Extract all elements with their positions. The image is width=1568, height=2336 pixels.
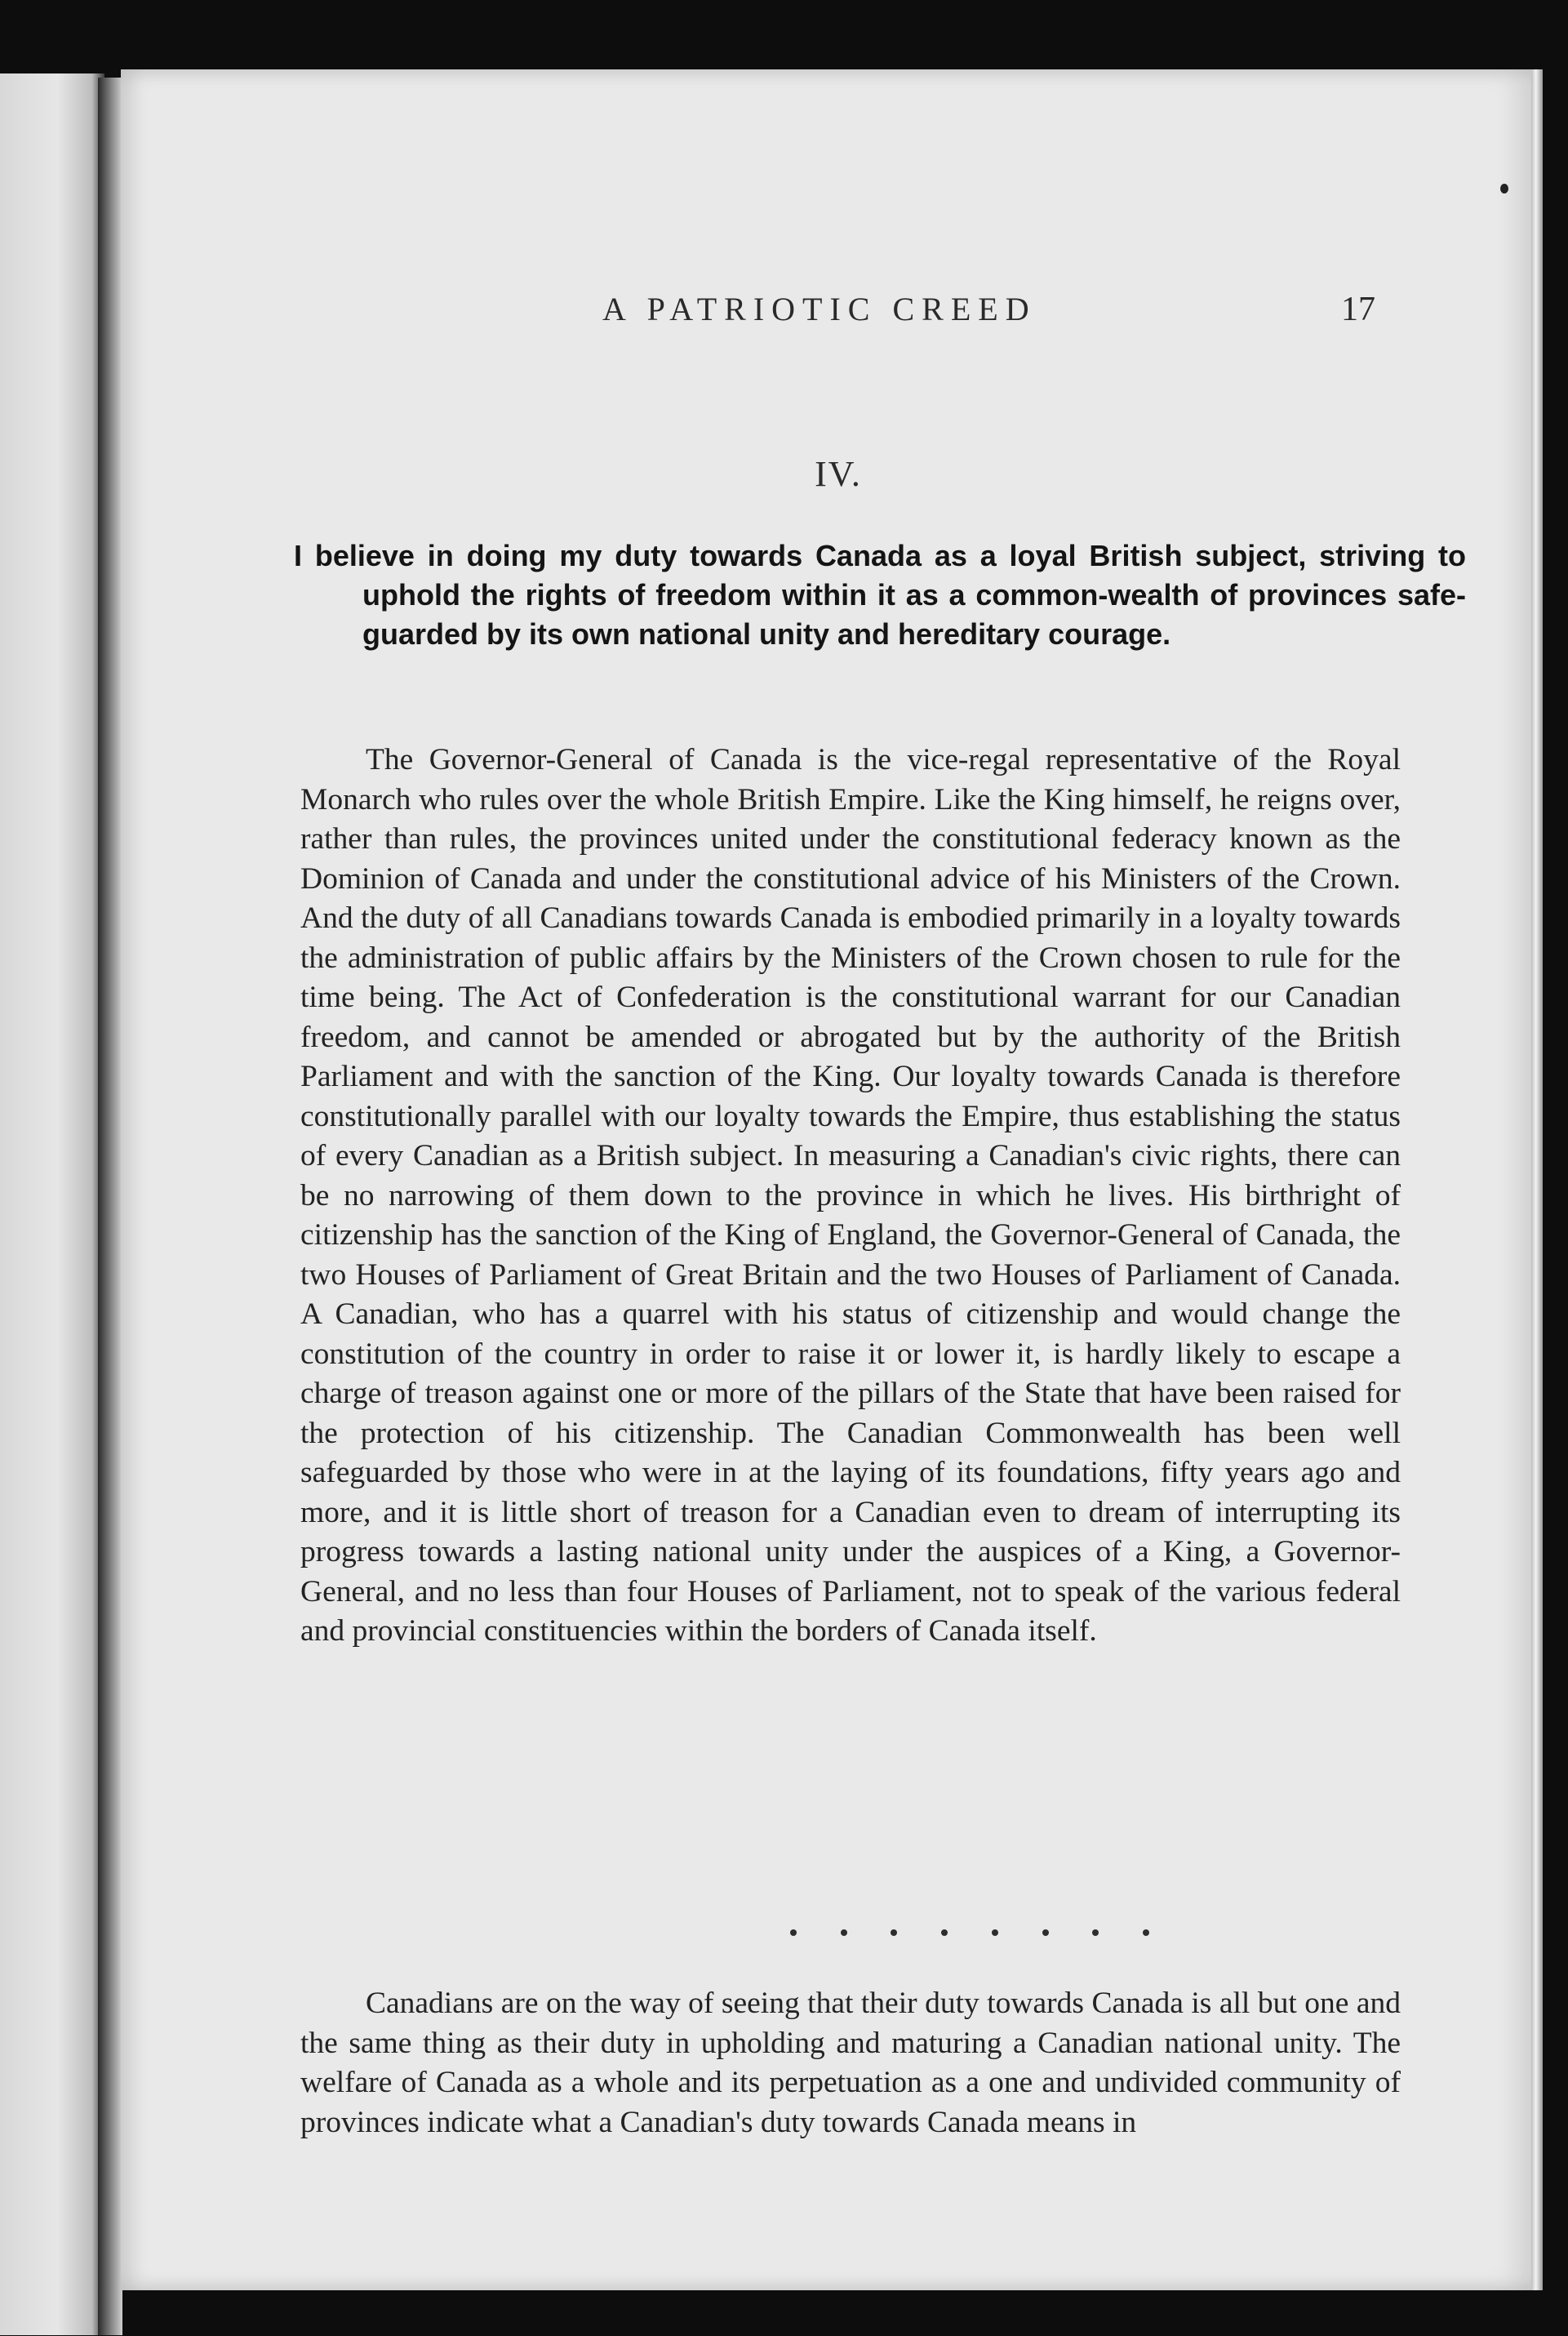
ornament-dot — [841, 1929, 847, 1936]
section-break-dots — [790, 1929, 1149, 1936]
scan-speck — [1500, 184, 1508, 194]
ornament-dot — [992, 1929, 998, 1936]
running-title: A PATRIOTIC CREED — [602, 291, 1037, 327]
ornament-dot — [1042, 1929, 1049, 1936]
section-numeral: IV. — [815, 454, 862, 494]
ornament-dot — [1092, 1929, 1099, 1936]
creed-statement: I believe in doing my duty towards Canada as a loyal British subject, striving to uphold the rights of freedom within it as a common-wealth of provinces safe-guarded by its own national unity and hereditary courage. — [294, 539, 1466, 651]
book-page — [121, 69, 1531, 2290]
page-number: 17 — [1341, 291, 1375, 328]
ornament-dot — [891, 1929, 897, 1936]
body-paragraph: Canadians are on the way of seeing that their duty towards Canada is all but one and the same thing as their duty in upholding and maturing a Canadian national unity. The welfare of Canada as a whole and its perpetuation as a one and undivided community of provinces indicate what a Canadian's duty towards Canada means in — [300, 1987, 1401, 2139]
ornament-dot — [790, 1929, 797, 1936]
book-gutter — [98, 78, 122, 2335]
ornament-dot — [941, 1929, 948, 1936]
ornament-dot — [1143, 1929, 1149, 1936]
running-head — [121, 290, 1531, 339]
facing-page-edge — [0, 73, 104, 2335]
page-fore-edge — [1531, 69, 1543, 2290]
body-paragraph: The Governor-General of Canada is the vice-regal representative of the Royal Monarch who rules over the whole British Empire. Like the King himself, he reigns over, rather than rules, the provinces united under the constitutional federacy known as the Dominion of Canada and under the constitutional advice of his Ministers of the Crown. And the duty of all Canadians towards Canada is embodied primarily in a loyalty towards the administration of public affairs by the Ministers of the Crown chosen to rule for the time being. The Act of Confederation is the constitutional warrant for our Canadian freedom, and cannot be amended or abrogated but by the authority of the British Parliament and with the sanction of the King. Our loyalty towards Canada is therefore constitutionally parallel with our loyalty towards the Empire, thus establishing the status of every Canadian as a British subject. In measuring a Canadian's civic rights, there can be no narrowing of them down to the province in which he lives. His birthright of citizenship has the sanction of the King of England, the Governor-General of Canada, the two Houses of Parliament of Great Britain and the two Houses of Parliament of Canada. A Canadian, who has a quarrel with his status of citizenship and would change the constitution of the country in order to raise it or lower it, is hardly likely to escape a charge of treason against one or more of the pillars of the State that have been raised for the protection of his citizenship. The Canadian Commonwealth has been well safeguarded by those who were in at the laying of its foundations, fifty years ago and more, and it is little short of treason for a Canadian even to dream of interrupting its progress towards a lasting national unity under the auspices of a King, a Governor-General, and no less than four Houses of Parliament, not to speak of the various federal and provincial constituencies within the borders of Canada itself. — [300, 743, 1401, 1648]
